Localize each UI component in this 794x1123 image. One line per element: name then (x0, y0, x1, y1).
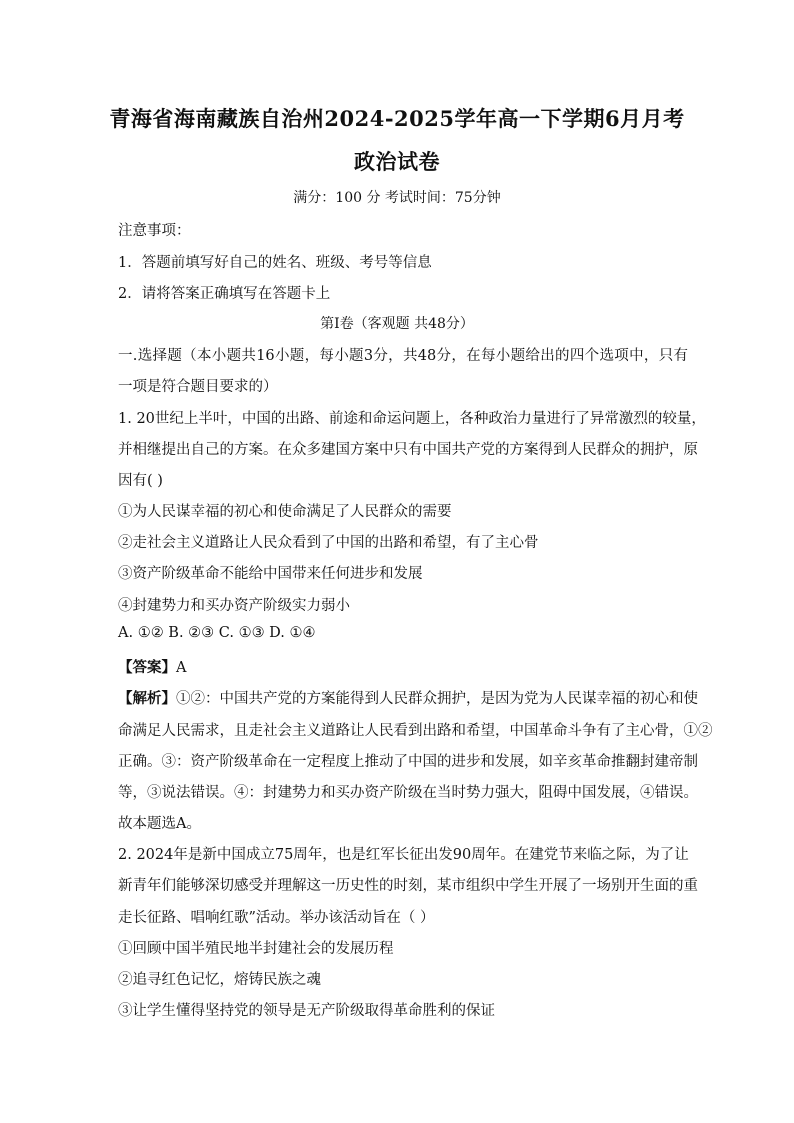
exam-title: 青海省海南藏族自治州2024-2025学年高一下学期6月月考 (109, 106, 685, 131)
exam-subtitle: 政治试卷 (354, 149, 440, 174)
q1-analysis: 正确。③：资产阶级革命在一定程度上推动了中国的进步和发展，如辛亥革命推翻封建帝制 (118, 754, 698, 770)
q1-stem: 因有( ) (118, 473, 163, 489)
q1-option: ④封建势力和买办资产阶级实力弱小 (118, 598, 350, 614)
q2-option: ③让学生懂得坚持党的领导是无产阶级取得革命胜利的保证 (118, 1003, 495, 1019)
q1-stem: 并相继提出自己的方案。在众多建国方案中只有中国共产党的方案得到人民群众的拥护，原 (118, 442, 698, 458)
q1-option: ①为人民谋幸福的初心和使命满足了人民群众的需要 (118, 504, 452, 520)
notes-heading: 注意事项： (118, 223, 191, 239)
q2-stem: 走长征路、唱响红歌”活动。举办该活动旨在（ ） (118, 910, 435, 926)
answer-value: A (176, 660, 187, 676)
q1-analysis: 命满足人民需求，且走社会主义道路让人民看到出路和希望，中国革命斗争有了主心骨，①② (118, 723, 713, 739)
exam-meta: 满分：100 分 考试时间：75分钟 (293, 190, 501, 206)
analysis-text: ①②：中国共产党的方案能得到人民群众拥护，是因为党为人民谋幸福的初心和使 (176, 691, 698, 707)
q2-stem: 新青年们能够深切感受并理解这一历史性的时刻，某市组织中学生开展了一场别开生面的重 (118, 878, 698, 894)
q1-analysis: 等，③说法错误。④：封建势力和买办资产阶级在当时势力强大，阻碍中国发展，④错误。 (118, 785, 698, 801)
section-title: 第I卷（客观题 共48分） (320, 316, 474, 332)
q2-option: ②追寻红色记忆，熔铸民族之魂 (118, 972, 321, 988)
q2-option: ①回顾中国半殖民地半封建社会的发展历程 (118, 941, 394, 957)
q1-analysis (118, 687, 698, 708)
note-item: 2．请将答案正确填写在答题卡上 (118, 286, 331, 302)
analysis-label: 【解析】 (118, 690, 176, 707)
note-item: 1．答题前填写好自己的姓名、班级、考号等信息 (118, 255, 432, 271)
answer-label: 【答案】 (118, 659, 176, 676)
section-instruction: 一.选择题（本小题共16小题，每小题3分，共48分，在每小题给出的四个选项中，只有 (118, 348, 688, 364)
q1-analysis: 故本题选A。 (118, 816, 201, 832)
section-instruction: 一项是符合题目要求的） (118, 379, 278, 395)
q1-option: ③资产阶级革命不能给中国带来任何进步和发展 (118, 566, 423, 582)
q2-stem: 2. 2024年是新中国成立75周年，也是红军长征出发90周年。在建党节来临之际，为了让 (118, 847, 689, 863)
q1-answer (118, 656, 688, 677)
q1-stem: 1. 20世纪上半叶，中国的出路、前途和命运问题上，各种政治力量进行了异常激烈的较量， (118, 411, 706, 427)
q1-option: ②走社会主义道路让人民众看到了中国的出路和希望，有了主心骨 (118, 535, 539, 551)
q1-choices: A. ①② B. ②③ C. ①③ D. ①④ (118, 625, 316, 641)
